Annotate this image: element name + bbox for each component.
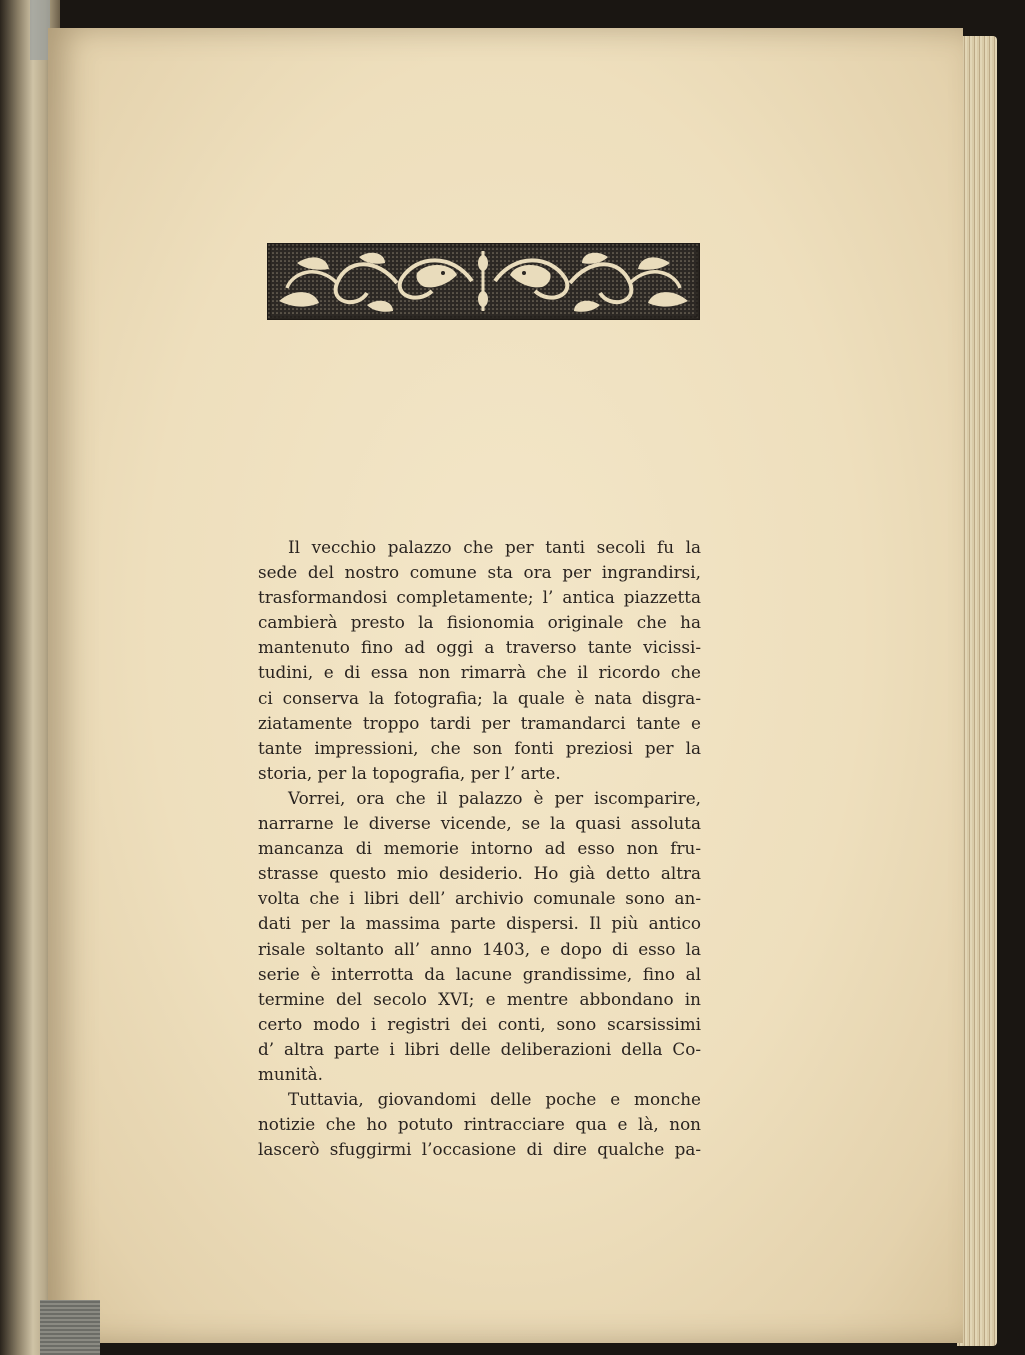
text-line: munità. (258, 1063, 323, 1084)
text-line: trasformandosi completamente; l’ antica piazzetta (258, 587, 701, 608)
floral-headpiece-ornament-icon (267, 243, 700, 320)
text-line: lascerò sfuggirmi l’occasione di dire qualche pa- (258, 1139, 701, 1160)
text-line: Vorrei, ora che il palazzo è per iscomparire, (288, 787, 701, 808)
page-edges (957, 36, 997, 1346)
text-line: mancanza di memorie intorno ad esso non fru- (258, 838, 701, 859)
text-line: Tuttavia, giovandomi delle poche e monche (288, 1089, 701, 1110)
text-line: certo modo i registri dei conti, sono scarsissimi (258, 1013, 701, 1034)
text-line: dati per la massima parte dispersi. Il più antico (258, 913, 701, 934)
text-line: volta che i libri dell’ archivio comunale sono an- (258, 888, 701, 909)
text-line: strasse questo mio desiderio. Ho già detto altra (258, 863, 701, 884)
text-line: storia, per la topografia, per l’ arte. (258, 762, 561, 783)
book-page (48, 28, 963, 1343)
text-line: risale soltanto all’ anno 1403, e dopo di esso la (258, 938, 701, 959)
text-line: serie è interrotta da lacune grandissime, fino al (258, 963, 701, 984)
text-line: d’ altra parte i libri delle deliberazioni della Co- (258, 1038, 701, 1059)
text-line: ziatamente troppo tardi per tramandarci tante e (258, 712, 701, 733)
text-line: termine del secolo XVI; e mentre abbondano in (258, 988, 701, 1009)
binding-cloth-top (30, 0, 50, 60)
body-text (258, 535, 701, 1162)
text-line: tudini, e di essa non rimarrà che il ricordo che (258, 662, 701, 683)
text-line: sede del nostro comune sta ora per ingrandirsi, (258, 562, 701, 583)
text-line: mantenuto fino ad oggi a traverso tante vicissi- (258, 637, 701, 658)
text-line: tante impressioni, che son fonti preziosi per la (258, 737, 701, 758)
text-line: ci conserva la fotografia; la quale è nata disgra- (258, 687, 701, 708)
binding-cloth-bottom (40, 1300, 100, 1355)
text-line: cambierà presto la fisionomia originale che ha (258, 612, 701, 633)
text-line: narrarne le diverse vicende, se la quasi assoluta (258, 813, 701, 834)
text-line: Il vecchio palazzo che per tanti secoli fu la (288, 537, 701, 557)
text-line: notizie che ho potuto rintracciare qua e là, non (258, 1114, 701, 1135)
